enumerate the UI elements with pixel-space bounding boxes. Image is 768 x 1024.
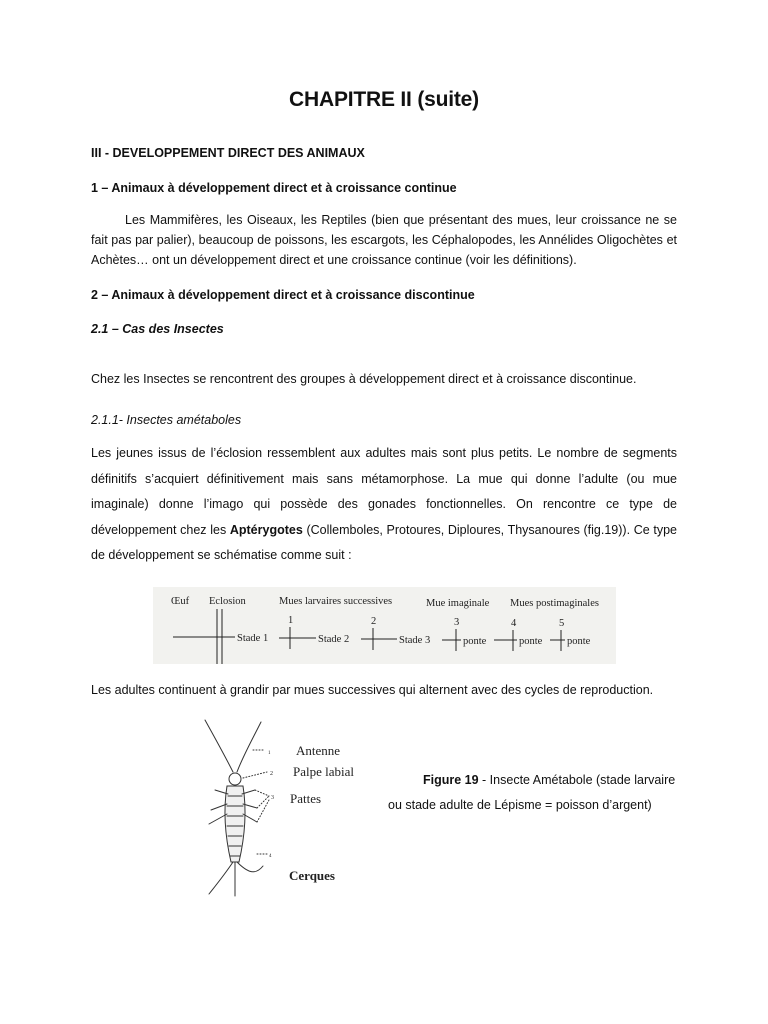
scheme-header-mues-postimaginales: Mues postimaginales	[510, 598, 599, 609]
development-scheme	[153, 587, 616, 664]
figure-caption-label: Figure 19	[423, 773, 479, 787]
scheme-header-oeuf: Œuf	[171, 596, 190, 607]
callout-number-1: 1	[268, 751, 271, 756]
silverfish-drawing	[195, 716, 375, 898]
paragraph-3-text-a: Les jeunes issus de l’éclosion ressemblent aux adultes mais sont plus petits. Le nombre de segments définitifs s’acquiert définitivement mais sans métamorphose. La mue qui donne l’adulte (ou mue imaginale) donne l’imago qui possède des gonades fonctionnelles. On rencontre ce type de développement chez les	[91, 446, 677, 537]
label-pattes: Pattes	[290, 791, 322, 806]
paragraph-2: Chez les Insectes se rencontrent des groupes à développement direct et à croissance discontinue.	[91, 372, 637, 386]
scheme-header-eclosion: Eclosion	[209, 596, 246, 607]
callout-number-2: 2	[270, 771, 273, 777]
section-heading: III - DEVELOPPEMENT DIRECT DES ANIMAUX	[91, 146, 365, 160]
figure-caption-line-1	[388, 768, 688, 793]
paragraph-3-text-b: (Collemboles, Protoures, Diploures, Thysanoures (fig.19)). Ce type de développement se schématise comme suit :	[91, 522, 677, 562]
subsection-heading-2: 2 – Animaux à développement direct et à croissance discontinue	[91, 288, 475, 302]
scheme-ponte-3: ponte	[567, 636, 591, 647]
callout-number-3: 3	[271, 795, 274, 801]
scheme-stage-2: Stade 2	[318, 634, 350, 645]
subsection-heading-1: 1 – Animaux à développement direct et à croissance continue	[91, 181, 457, 195]
label-palpe-labial: Palpe labial	[293, 764, 355, 779]
scheme-number-2: 2	[371, 616, 377, 627]
scheme-number-5: 5	[559, 618, 565, 629]
callout-number-4: 4	[269, 854, 272, 859]
subsection-heading-2-1-1: 2.1.1- Insectes amétaboles	[91, 413, 242, 427]
paragraph-3	[91, 441, 677, 569]
lepisma-figure	[195, 716, 375, 898]
scheme-stage-1: Stade 1	[237, 633, 269, 644]
subsection-heading-2-1: 2.1 – Cas des Insectes	[91, 322, 224, 336]
scheme-stage-3: Stade 3	[399, 635, 431, 646]
paragraph-1-text: Les Mammifères, les Oiseaux, les Reptiles (bien que présentant des mues, leur croissance ne se fait pas par palier), beaucoup de poissons, les escargots, les Céphalopodes, les Annélides Oligochètes et Achètes… ont un développement direct et une croissance continue (voir les définitions).	[91, 213, 677, 267]
paragraph-1	[91, 210, 677, 270]
paragraph-4: Les adultes continuent à grandir par mues successives qui alternent avec des cycles de reproduction.	[91, 683, 654, 697]
scheme-number-3: 3	[454, 617, 460, 628]
paragraph-3-bold-term: Aptérygotes	[229, 522, 303, 537]
label-antenne: Antenne	[296, 743, 341, 758]
scheme-ponte-2: ponte	[519, 636, 543, 647]
scheme-number-1: 1	[288, 615, 294, 626]
development-scheme-diagram	[153, 587, 616, 664]
scheme-header-mue-imaginale: Mue imaginale	[426, 598, 490, 609]
scheme-header-mues-larvaires: Mues larvaires successives	[279, 596, 393, 607]
figure-caption	[388, 768, 688, 818]
scheme-number-4: 4	[511, 618, 517, 629]
page-title: CHAPITRE II (suite)	[289, 88, 479, 111]
figure-caption-line-2: ou stade adulte de Lépisme = poisson d’argent)	[388, 798, 652, 812]
label-cerques: Cerques	[289, 868, 335, 883]
scheme-ponte-1: ponte	[463, 636, 487, 647]
figure-caption-text-1: - Insecte Amétabole (stade larvaire	[478, 773, 676, 787]
